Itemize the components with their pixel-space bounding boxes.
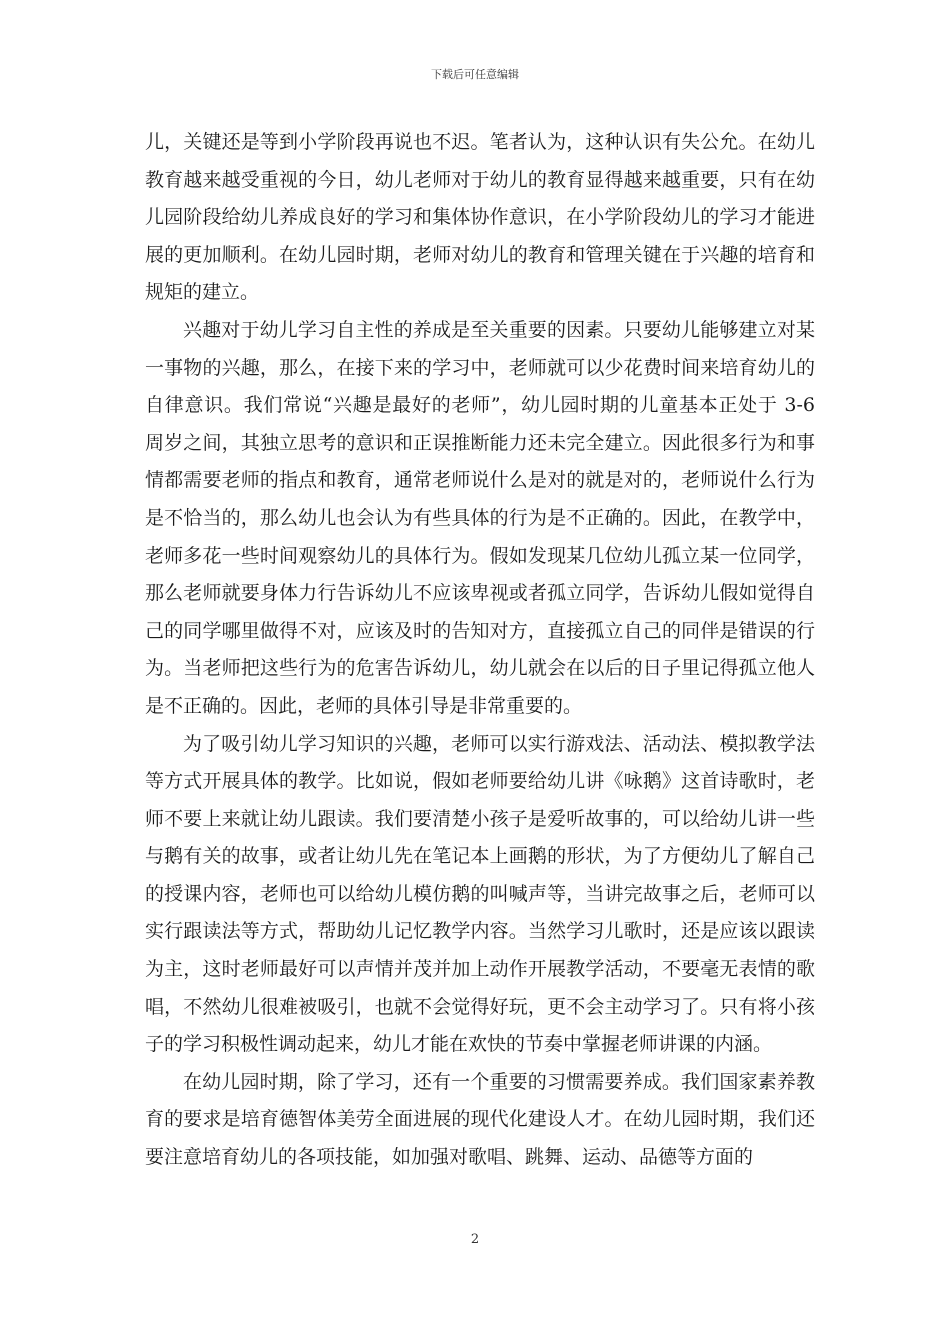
paragraph-interest: 兴趣对于幼儿学习自主性的养成是至关重要的因素。只要幼儿能够建立对某一事物的兴趣，那么，在接下来的学习中，老师就可以少花费时间来培育幼儿的自律意识。我们常说“兴趣是最好的老师”，幼儿园时期的儿童基本正处于 3-6 周岁之间，其独立思考的意识和正误推断能力还未完全建立。因此很多行为和事情都需要老师的指点和教育，通常老师说什么是对的就是对的，老师说什么行为是不恰当的，那么幼儿也会认为有些具体的行为是不正确的。因此，在教学中，老师多花一些时间观察幼儿的具体行为。假如发现某几位幼儿孤立某一位同学，那么老师就要身体力行告诉幼儿不应该卑视或者孤立同学，告诉幼儿假如觉得自己的同学哪里做得不对，应该及时的告知对方，直接孤立自己的同伴是错误的行为。当老师把这些行为的危害告诉幼儿，幼儿就会在以后的日子里记得孤立他人是不正确的。因此，老师的具体引导是非常重要的。 [145,318,815,717]
paragraph-habits: 在幼儿园时期，除了学习，还有一个重要的习惯需要养成。我们国家素养教育的要求是培育德智体美劳全面进展的现代化建设人才。在幼儿园时期，我们还要注意培育幼儿的各项技能，如加强对歌唱、跳舞、运动、品德等方面的 [145,1070,815,1169]
document-body [145,124,815,1177]
paragraph-continuation: 儿，关键还是等到小学阶段再说也不迟。笔者认为，这种认识有失公允。在幼儿教育越来越受重视的今日，幼儿老师对于幼儿的教育显得越来越重要，只有在幼儿园阶段给幼儿养成良好的学习和集体协作意识，在小学阶段幼儿的学习才能进展的更加顺利。在幼儿园时期，老师对幼儿的教育和管理关键在于兴趣的培育和规矩的建立。 [145,131,815,304]
page-number: 2 [470,1232,480,1247]
paragraph-teaching-methods: 为了吸引幼儿学习知识的兴趣，老师可以实行游戏法、活动法、模拟教学法等方式开展具体的教学。比如说，假如老师要给幼儿讲《咏鹅》这首诗歌时，老师不要上来就让幼儿跟读。我们要清楚小孩子是爱听故事的，可以给幼儿讲一些与鹅有关的故事，或者让幼儿先在笔记本上画鹅的形状，为了方便幼儿了解自己的授课内容，老师也可以给幼儿模仿鹅的叫喊声等，当讲完故事之后，老师可以实行跟读法等方式，帮助幼儿记忆教学内容。当然学习儿歌时，还是应该以跟读为主，这时老师最好可以声情并茂并加上动作开展教学活动，不要毫无表情的歌唱，不然幼儿很难被吸引，也就不会觉得好玩，更不会主动学习了。只有将小孩子的学习积极性调动起来，幼儿才能在欢快的节奏中掌握老师讲课的内涵。 [145,732,815,1056]
page-header: 下载后可任意编辑 [431,68,519,81]
